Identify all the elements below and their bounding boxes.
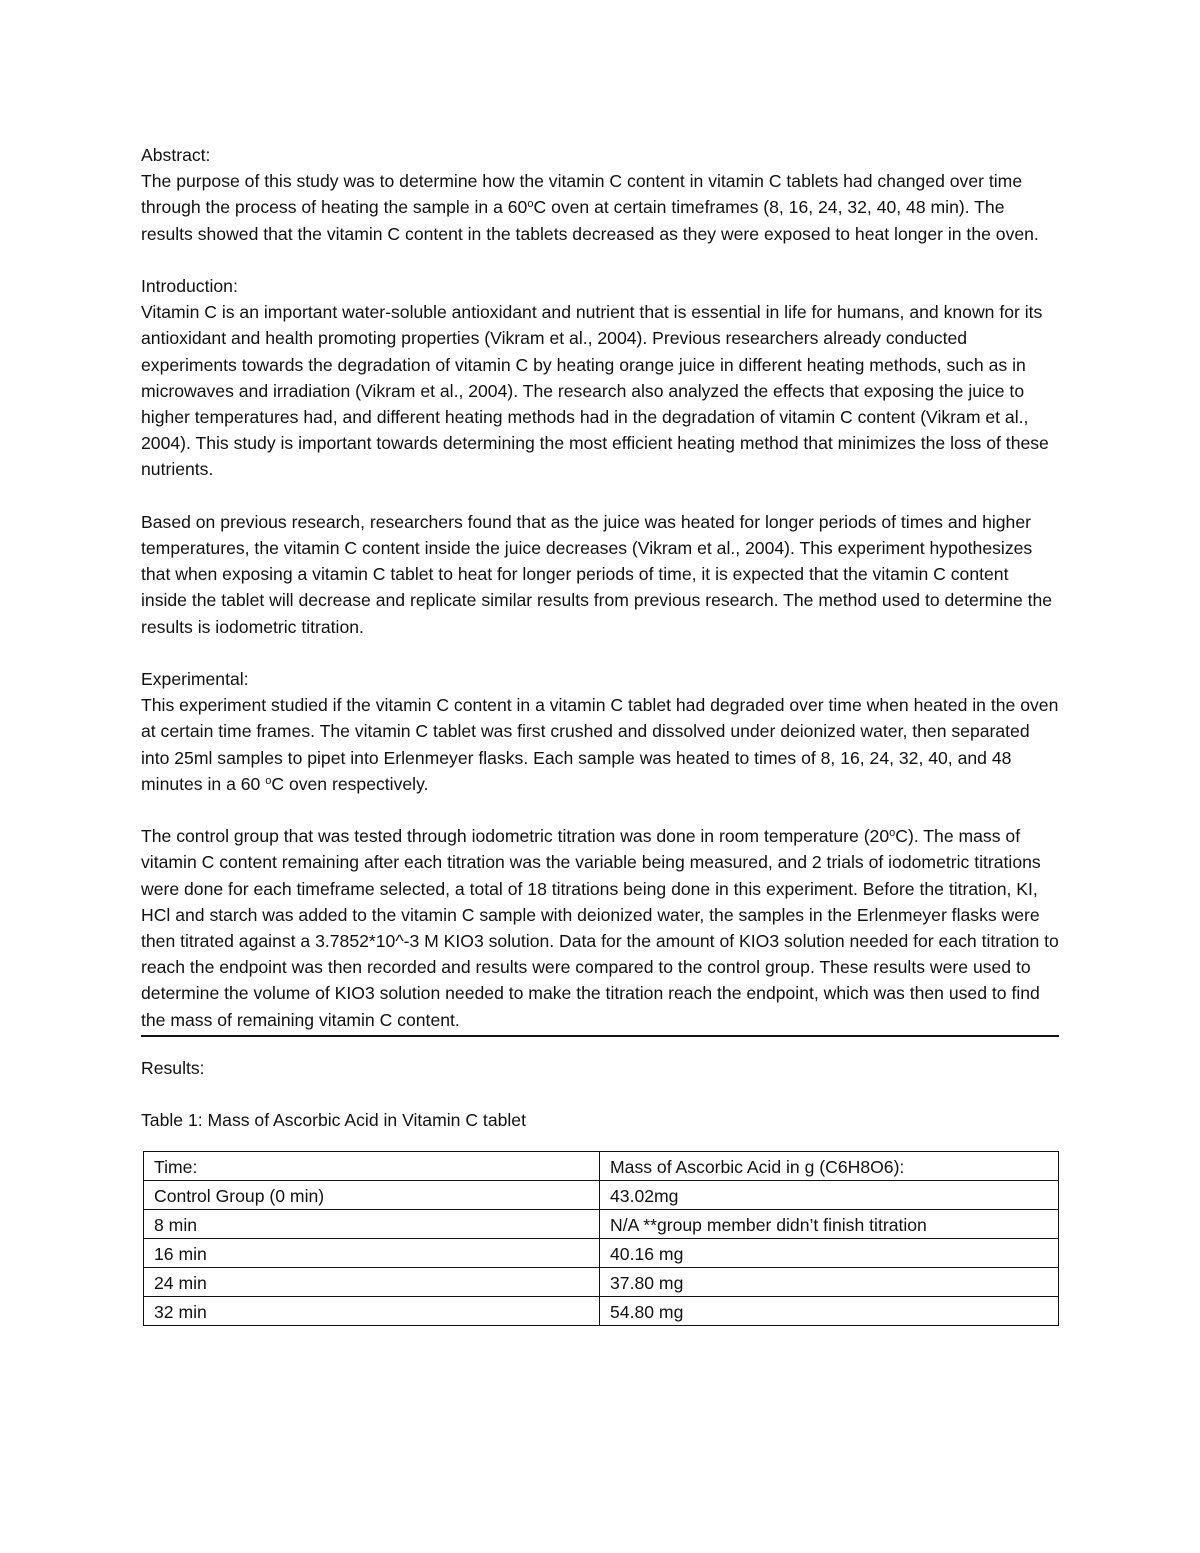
table-cell-time: 24 min (144, 1268, 600, 1297)
spacer (141, 247, 1059, 273)
experimental-paragraph-2-part1: The control group that was tested through iodometric titration was done in room temperature (20 (141, 826, 890, 847)
experimental-paragraph-1-part2: C oven respectively. (271, 773, 429, 794)
table-row (144, 1239, 1059, 1268)
introduction-paragraph-1: Vitamin C is an important water-soluble antioxidant and nutrient that is essential in life for humans, and known for its antioxidant and health promoting properties (Vikram et al., 2004). Previous researchers already conducted experiments towards the degradation of vitamin C by heating orange juice in different heating methods, such as in microwaves and irradiation (Vikram et al., 2004). The research also analyzed the effects that exposing the juice to higher temperatures had, and different heating methods had in the degradation of vitamin C content (Vikram et al., 2004). This study is important towards determining the most efficient heating method that minimizes the loss of these nutrients. (141, 302, 1049, 480)
experimental-paragraph-2-part2: C). The mass of vitamin C content remaining after each titration was the variable being measured, and 2 trials of iodometric titrations were done for each timeframe selected, a total of 18 titrations being done in this experiment. Before the titration, KI, HCl and starch was added to the vitamin C sample with deionized water, the samples in the Erlenmeyer flasks were then titrated against a 3.7852*10^-3 M KIO3 solution. Data for the amount of KIO3 solution needed for each titration to reach the endpoint was then recorded and results were compared to the control group. These results were used to determine the volume of KIO3 solution needed to make the titration reach the endpoint, which was then used to find the mass of remaining vitamin C content. (141, 826, 1059, 1030)
horizontal-rule (141, 1035, 1059, 1037)
spacer (141, 483, 1059, 509)
results-heading: Results: (141, 1057, 205, 1078)
experimental-paragraph-1-part1: This experiment studied if the vitamin C content in a vitamin C tablet had degraded over time when heated in the oven at certain time frames. The vitamin C tablet was first crushed and dissolved under deionized water, then separated into 25ml samples to pipet into Erlenmeyer flasks. Each sample was heated to times of 8, 16, 24, 32, 40, and 48 minutes in a 60 (141, 695, 1059, 794)
spacer (141, 640, 1059, 666)
table-header-row (144, 1152, 1059, 1181)
experimental-heading: Experimental: (141, 669, 249, 690)
table-cell-time: Control Group (0 min) (144, 1181, 600, 1210)
table-cell-mass: 37.80 mg (600, 1268, 1059, 1297)
degree-symbol: o (527, 198, 534, 211)
table-cell-time: 16 min (144, 1239, 600, 1268)
table-cell-mass: 40.16 mg (600, 1239, 1059, 1268)
abstract-heading: Abstract: (141, 145, 211, 165)
table-cell-mass: 43.02mg (600, 1181, 1059, 1210)
experimental-paragraph-1 (141, 692, 1059, 797)
table-header-cell: Mass of Ascorbic Acid in g (C6H8O6): (600, 1152, 1059, 1181)
spacer (141, 797, 1059, 823)
table-row (144, 1268, 1059, 1297)
results-table (143, 1151, 1059, 1326)
table-header-cell: Time: (144, 1152, 600, 1181)
introduction-heading: Introduction: (141, 276, 238, 296)
table-cell-time: 8 min (144, 1210, 600, 1239)
spacer (141, 1081, 1059, 1107)
table-cell-mass: 54.80 mg (600, 1297, 1059, 1326)
table-caption: Table 1: Mass of Ascorbic Acid in Vitamin C tablet (141, 1110, 526, 1131)
table-cell-mass: N/A **group member didn’t finish titration (600, 1210, 1059, 1239)
abstract-text (141, 168, 1059, 247)
abstract-text-part1: The purpose of this study was to determine how the vitamin C content in vitamin C tablets had changed over time through the process of heating the sample in a 60 (141, 171, 1023, 218)
degree-symbol: o (889, 827, 896, 840)
experimental-paragraph-2 (141, 823, 1059, 1033)
introduction-paragraph-2: Based on previous research, researchers found that as the juice was heated for longer periods of times and higher temperatures, the vitamin C content inside the juice decreases (Vikram et al., 2004). This experiment hypothesizes that when exposing a vitamin C tablet to heat for longer periods of time, it is expected that the vitamin C content inside the tablet will decrease and replicate similar results from previous research. The method used to determine the results is iodometric titration. (141, 511, 1053, 637)
table-row (144, 1297, 1059, 1326)
document-page (141, 142, 1059, 1326)
table-row (144, 1210, 1059, 1239)
abstract-text-part2: C oven at certain timeframes (8, 16, 24, 32, 40, 48 min). The results showed that the vitamin C content in the tablets decreased as they were exposed to heat longer in the oven. (141, 197, 1039, 244)
degree-symbol: o (265, 774, 272, 787)
table-row (144, 1181, 1059, 1210)
table-cell-time: 32 min (144, 1297, 600, 1326)
